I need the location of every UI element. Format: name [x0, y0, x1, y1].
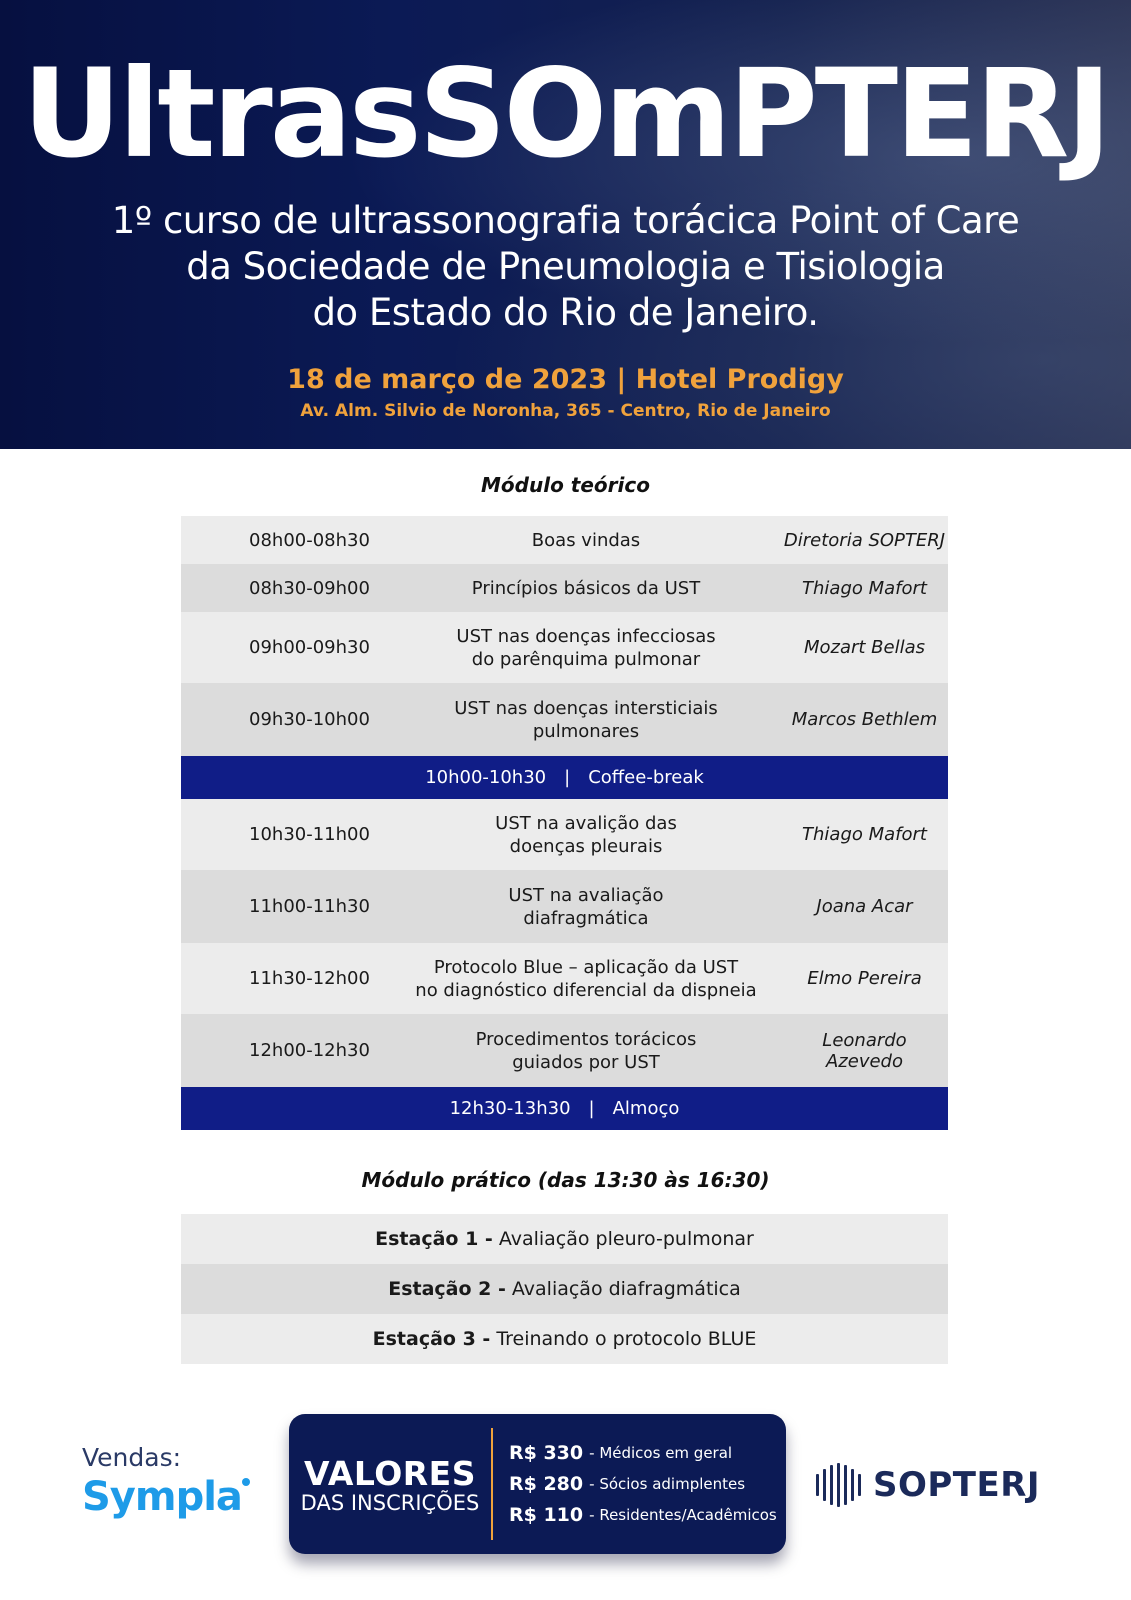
- topic-line: Protocolo Blue – aplicação da UST: [433, 956, 739, 978]
- break-label: Almoço: [612, 1098, 680, 1119]
- hero-banner: [0, 0, 1131, 449]
- topic-line: pulmonares: [532, 720, 640, 742]
- row-speaker: Diretoria SOPTERJ: [783, 529, 946, 551]
- schedule-row: [181, 516, 948, 564]
- topic-line: UST na avalição das: [495, 812, 677, 834]
- topic-line: UST nas doenças infecciosas: [456, 625, 716, 647]
- price-desc: - Residentes/Acadêmicos: [589, 1506, 777, 1524]
- price-desc: - Médicos em geral: [589, 1444, 733, 1462]
- row-topic: [391, 884, 781, 930]
- sales-block: [82, 1443, 242, 1520]
- row-topic: [391, 625, 781, 671]
- row-speaker: Joana Acar: [816, 896, 913, 917]
- row-topic: [391, 529, 781, 552]
- topic-line: Boas vindas: [531, 529, 641, 551]
- event-date-venue: 18 de março de 2023 | Hotel Prodigy: [287, 364, 844, 395]
- row-speaker: Thiago Mafort: [802, 577, 927, 599]
- sympla-dot-icon: [242, 1478, 250, 1486]
- station-row: [181, 1264, 948, 1314]
- sopterj-logo: [816, 1463, 1040, 1507]
- break-label: Coffee-break: [588, 767, 704, 788]
- row-topic: [391, 812, 781, 858]
- schedule-row: [181, 612, 948, 683]
- row-speaker: Leonardo Azevedo: [822, 1029, 907, 1072]
- theory-schedule: [181, 516, 948, 1130]
- prices-list: [493, 1438, 777, 1531]
- price-item: [509, 1438, 777, 1469]
- price-amount: R$ 330: [509, 1442, 584, 1464]
- price-item: [509, 1469, 777, 1500]
- row-time: 12h00-12h30: [249, 1040, 370, 1061]
- row-speaker: Marcos Bethlem: [791, 709, 938, 730]
- prices-title: VALORES: [304, 1453, 476, 1493]
- break-time: 10h00-10h30: [425, 767, 547, 788]
- row-time: 10h30-11h00: [249, 824, 370, 845]
- row-time: 09h30-10h00: [249, 709, 370, 730]
- prices-panel: [289, 1414, 786, 1554]
- station-name: Estação 3 -: [372, 1328, 491, 1350]
- event-title: UltrasSOmPTERJ: [22, 43, 1109, 185]
- break-separator: |: [564, 767, 571, 788]
- coffee-break-bar: [181, 756, 948, 799]
- station-name: Estação 1 -: [375, 1228, 493, 1250]
- price-desc: - Sócios adimplentes: [589, 1475, 746, 1493]
- row-time: 11h30-12h00: [249, 968, 370, 989]
- theory-module-title: Módulo teórico: [481, 473, 650, 497]
- topic-line: no diagnóstico diferencial da dispneia: [415, 979, 757, 1001]
- row-time: 11h00-11h30: [249, 896, 370, 917]
- row-speaker: Elmo Pereira: [807, 968, 922, 989]
- topic-line: Procedimentos torácicos: [475, 1028, 697, 1050]
- row-topic: [391, 956, 781, 1002]
- row-time: 08h30-09h00: [249, 577, 370, 599]
- price-amount: R$ 280: [509, 1473, 584, 1495]
- topic-line: guiados por UST: [512, 1051, 660, 1073]
- prices-heading: [289, 1454, 491, 1515]
- price-amount: R$ 110: [509, 1504, 584, 1526]
- row-time: 08h00-08h30: [249, 529, 370, 551]
- event-subtitle: [0, 198, 1131, 336]
- sopterj-logo-text: SOPTERJ: [873, 1465, 1041, 1505]
- sympla-logo-text: Sympla: [82, 1474, 242, 1520]
- topic-line: doenças pleurais: [509, 835, 663, 857]
- row-topic: [391, 697, 781, 743]
- practice-stations: [181, 1214, 948, 1364]
- subtitle-line: da Sociedade de Pneumologia e Tisiologia: [186, 245, 945, 288]
- schedule-row: [181, 943, 948, 1014]
- schedule-row: [181, 683, 948, 756]
- sympla-logo[interactable]: [82, 1474, 242, 1520]
- practice-module-title: Módulo prático (das 13:30 às 16:30): [361, 1168, 770, 1192]
- subtitle-line: 1º curso de ultrassonografia torácica Point of Care: [111, 199, 1020, 242]
- station-row: [181, 1314, 948, 1364]
- topic-line: do parênquima pulmonar: [471, 648, 701, 670]
- sales-label: Vendas:: [82, 1443, 182, 1472]
- station-name: Estação 2 -: [388, 1278, 506, 1300]
- sopterj-bars-icon: [816, 1463, 865, 1507]
- row-topic: [391, 1028, 781, 1074]
- topic-line: Princípios básicos da UST: [471, 577, 701, 599]
- schedule-row: [181, 799, 948, 870]
- subtitle-line: do Estado do Rio de Janeiro.: [312, 291, 819, 334]
- event-address: Av. Alm. Silvio de Noronha, 365 - Centro, Rio de Janeiro: [300, 401, 831, 421]
- row-speaker: Mozart Bellas: [803, 637, 926, 658]
- row-time: 09h00-09h30: [249, 637, 370, 658]
- schedule-row: [181, 870, 948, 943]
- lunch-break-bar: [181, 1087, 948, 1130]
- row-topic: [391, 577, 781, 600]
- prices-subtitle: DAS INSCRIÇÕES: [300, 1490, 480, 1515]
- station-desc: Treinando o protocolo BLUE: [496, 1328, 757, 1350]
- schedule-row: [181, 564, 948, 612]
- schedule-row: [181, 1014, 948, 1087]
- topic-line: diafragmática: [523, 907, 649, 929]
- station-row: [181, 1214, 948, 1264]
- break-separator: |: [588, 1098, 595, 1119]
- row-speaker: Thiago Mafort: [802, 824, 927, 845]
- price-item: [509, 1500, 777, 1531]
- station-desc: Avaliação diafragmática: [511, 1278, 741, 1300]
- break-time: 12h30-13h30: [449, 1098, 571, 1119]
- topic-line: UST na avaliação: [508, 884, 664, 906]
- station-desc: Avaliação pleuro-pulmonar: [498, 1228, 754, 1250]
- topic-line: UST nas doenças intersticiais: [454, 697, 718, 719]
